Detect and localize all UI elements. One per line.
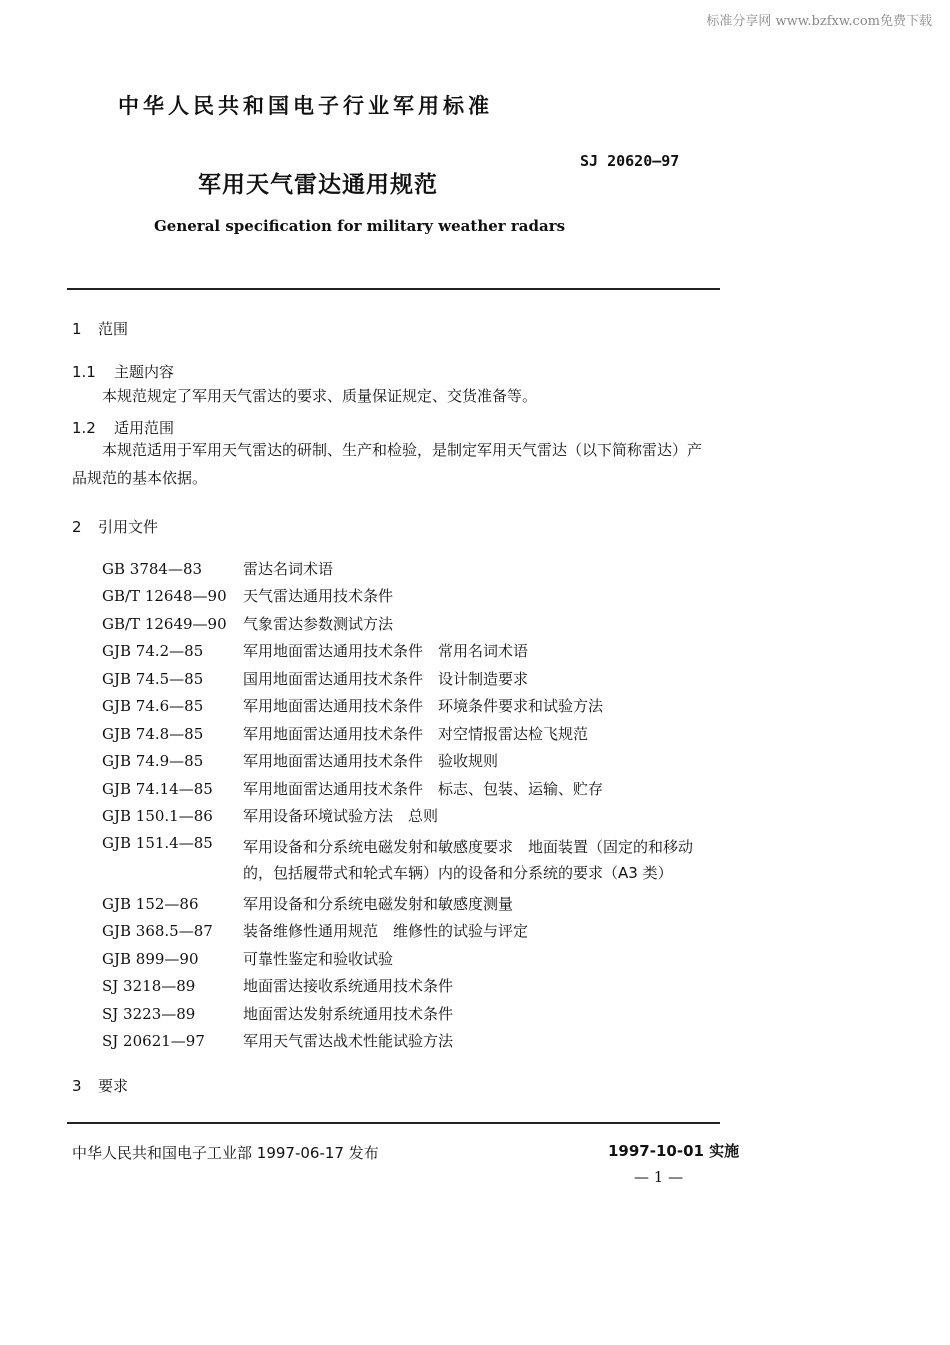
reference-row — [102, 775, 720, 803]
reference-code: GJB 152—86 — [102, 894, 199, 913]
reference-row — [102, 583, 720, 611]
reference-row — [102, 918, 720, 946]
reference-row — [102, 693, 720, 721]
reference-row — [102, 638, 720, 666]
reference-row — [102, 720, 720, 748]
reference-code: GJB 74.9—85 — [102, 752, 204, 771]
reference-row — [102, 1000, 720, 1028]
section-number: 1.2 — [72, 419, 96, 437]
reference-row — [102, 890, 720, 918]
section-1-1-paragraph: 本规范规定了军用天气雷达的要求、质量保证规定、交货准备等。 — [102, 387, 538, 405]
reference-title: 军用设备和分系统电磁发射和敏感度要求 地面装置（固定的和移动的，包括履带式和轮式车辆）内的设备和分系统的要求（A3 类） — [243, 838, 694, 882]
section-number: 1 — [72, 320, 82, 338]
standard-number: SJ 20620—97 — [580, 152, 680, 170]
reference-title: 军用地面雷达通用技术条件 验收规则 — [243, 752, 499, 771]
reference-code: GJB 74.6—85 — [102, 697, 204, 716]
section-number: 3 — [72, 1077, 82, 1095]
reference-code: SJ 20621—97 — [102, 1032, 205, 1051]
document-title-english: General specification for military weather radars — [154, 217, 566, 235]
reference-code: GB/T 12648—90 — [102, 587, 227, 606]
issue-statement: 中华人民共和国电子工业部 1997-06-17 发布 — [72, 1144, 379, 1162]
reference-code: GJB 74.8—85 — [102, 724, 204, 743]
section-1-1-heading — [72, 361, 174, 382]
reference-row — [102, 803, 720, 831]
section-title: 适用范围 — [114, 419, 175, 437]
reference-title: 装备维修性通用规范 维修性的试验与评定 — [243, 922, 529, 941]
reference-row — [102, 748, 720, 776]
reference-row — [102, 830, 720, 890]
section-title: 主题内容 — [114, 363, 175, 381]
reference-title: 军用设备环境试验方法 总则 — [243, 807, 439, 826]
effective-date: 1997-10-01 实施 — [608, 1142, 740, 1160]
reference-code: GJB 150.1—86 — [102, 807, 213, 826]
reference-code: SJ 3218—89 — [102, 977, 196, 996]
reference-title: 军用设备和分系统电磁发射和敏感度测量 — [243, 894, 514, 913]
reference-title: 雷达名词术语 — [243, 559, 334, 578]
header-divider — [67, 288, 720, 290]
reference-code: GJB 899—90 — [102, 949, 199, 968]
issuing-organization: 中华人民共和国电子行业军用标准 — [118, 94, 493, 118]
reference-row — [102, 555, 720, 583]
reference-code: GJB 368.5—87 — [102, 922, 213, 941]
reference-title: 军用地面雷达通用技术条件 对空情报雷达检飞规范 — [243, 724, 589, 743]
section-3-heading — [72, 1075, 128, 1096]
reference-title: 军用地面雷达通用技术条件 环境条件要求和试验方法 — [243, 697, 604, 716]
reference-title: 军用天气雷达战术性能试验方法 — [243, 1032, 454, 1051]
reference-row — [102, 610, 720, 638]
section-1-2-heading — [72, 417, 174, 438]
footer-divider — [67, 1122, 720, 1124]
section-1-heading — [72, 318, 128, 339]
reference-code: GJB 74.5—85 — [102, 669, 204, 688]
section-2-heading — [72, 516, 158, 537]
watermark-text: 标准分享网 www.bzfxw.com免费下载 — [706, 14, 932, 29]
reference-code: GB/T 12649—90 — [102, 614, 227, 633]
section-number: 1.1 — [72, 363, 96, 381]
reference-title: 可靠性鉴定和验收试验 — [243, 949, 394, 968]
reference-row — [102, 1028, 720, 1056]
reference-code: GJB 74.14—85 — [102, 779, 213, 798]
reference-code: GJB 74.2—85 — [102, 642, 204, 661]
reference-code: GJB 151.4—85 — [102, 834, 213, 852]
reference-title: 地面雷达接收系统通用技术条件 — [243, 977, 454, 996]
reference-list — [102, 555, 720, 1055]
section-title: 要求 — [98, 1077, 129, 1095]
reference-row — [102, 945, 720, 973]
reference-title: 军用地面雷达通用技术条件 标志、包装、运输、贮存 — [243, 779, 604, 798]
section-1-2-paragraph-line-2: 品规范的基本依据。 — [72, 469, 208, 487]
reference-row — [102, 665, 720, 693]
section-title: 引用文件 — [98, 518, 159, 536]
reference-code: GB 3784—83 — [102, 559, 203, 578]
reference-code: SJ 3223—89 — [102, 1004, 196, 1023]
reference-title: 气象雷达参数测试方法 — [243, 614, 394, 633]
reference-title: 军用地面雷达通用技术条件 常用名词术语 — [243, 642, 529, 661]
section-1-2-paragraph-line-1: 本规范适用于军用天气雷达的研制、生产和检验，是制定军用天气雷达（以下简称雷达）产 — [102, 441, 703, 459]
section-number: 2 — [72, 518, 82, 536]
reference-title: 国用地面雷达通用技术条件 设计制造要求 — [243, 669, 529, 688]
reference-title: 天气雷达通用技术条件 — [243, 587, 394, 606]
section-title: 范围 — [98, 320, 129, 338]
page-number: — 1 — — [634, 1168, 684, 1186]
document-title-chinese: 军用天气雷达通用规范 — [198, 172, 438, 198]
reference-title: 地面雷达发射系统通用技术条件 — [243, 1004, 454, 1023]
reference-row — [102, 973, 720, 1001]
